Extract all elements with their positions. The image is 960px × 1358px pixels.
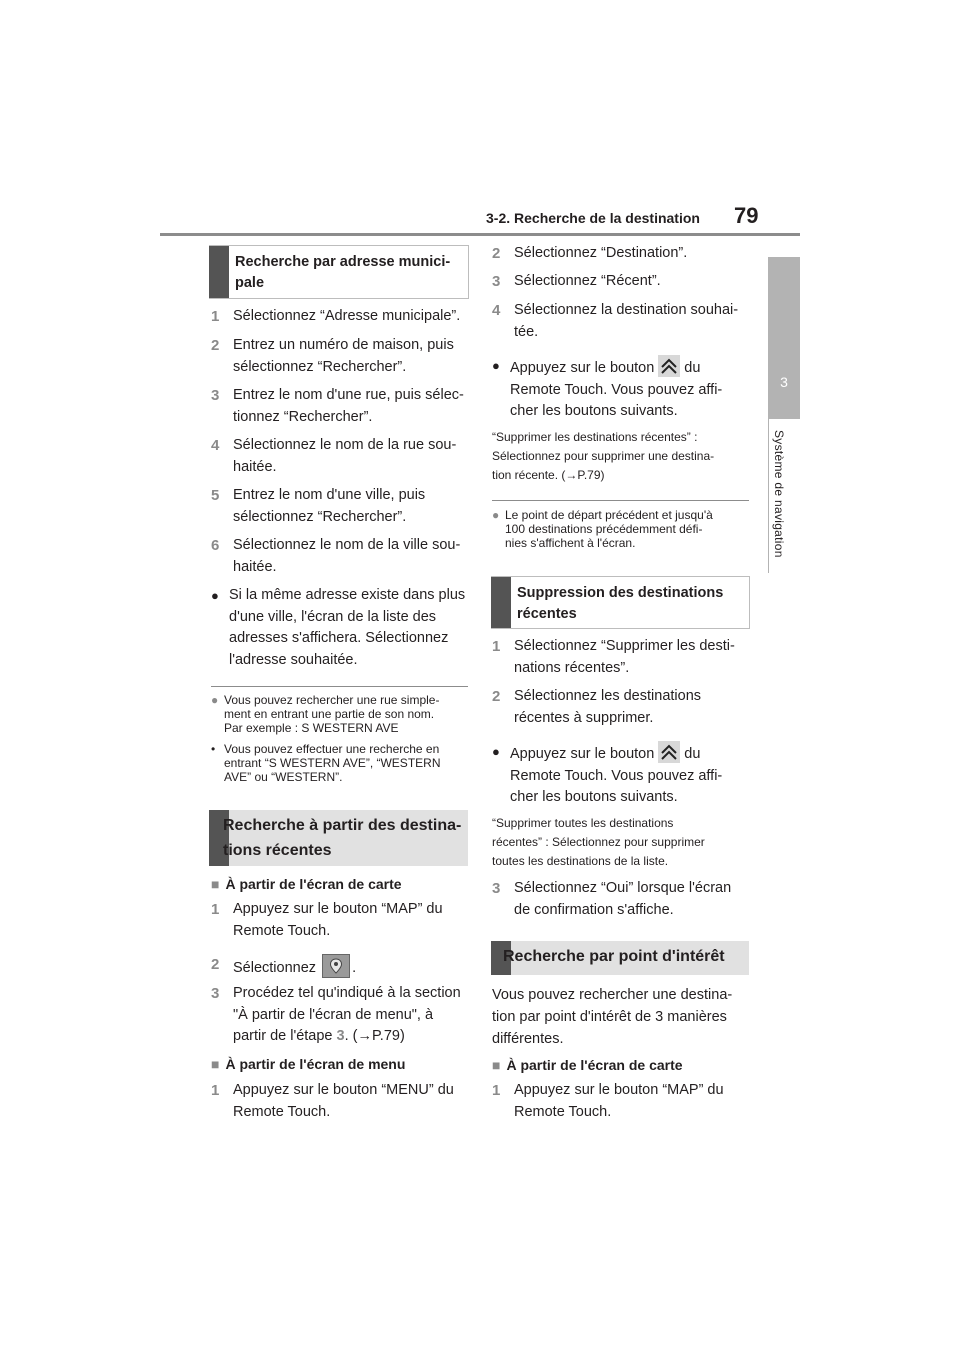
step-2-delete: [492, 686, 752, 730]
step-number: 3: [211, 985, 220, 1002]
step-text: Entrez le nom d'une ville, puis: [233, 487, 426, 503]
bullet-dot: ●: [492, 744, 500, 759]
poi-intro-paragraph: [492, 984, 752, 1050]
header-section-title: 3-2. Recherche de la destination: [486, 210, 700, 226]
note-text: nies s'affichent à l'écran.: [505, 536, 636, 550]
section-heading-text: [235, 252, 462, 294]
step-text: Sélectionnez la destination souhai-: [514, 302, 739, 318]
section-heading-text: [517, 583, 743, 625]
note-rule: [492, 500, 749, 501]
bullet-text: Appuyez sur le bouton: [510, 360, 655, 376]
note-text: 100 destinations précédemment défi-: [505, 522, 703, 536]
step-number: 1: [211, 308, 220, 325]
note-dot: ●: [211, 693, 219, 707]
step-2: [211, 335, 471, 379]
square-marker: ■: [211, 1056, 220, 1072]
section-heading-line: tions récentes: [223, 842, 332, 859]
step-text: Sélectionnez le nom de la ville sou-: [233, 537, 461, 553]
step-text: .: [352, 960, 357, 976]
step-text: Appuyez sur le bouton “MAP” du: [233, 901, 443, 917]
double-chevron-up-icon: [658, 355, 680, 377]
bullet-text: du: [684, 360, 701, 376]
step-text: Remote Touch.: [514, 1103, 612, 1120]
step-number: 1: [211, 1082, 220, 1099]
bullet-text: cher les boutons suivants.: [510, 789, 678, 805]
note-text: Par exemple : S WESTERN AVE: [224, 721, 399, 735]
section-heading-line: Recherche à partir des destina-: [223, 817, 462, 834]
step-number: 1: [492, 1082, 501, 1099]
note-partial-name: [211, 693, 471, 739]
section-heading-text: Recherche par point d'intérêt: [503, 948, 725, 965]
bullet-text: Remote Touch. Vous pouvez affi-: [510, 767, 723, 784]
step-text: Entrez un numéro de maison, puis: [233, 337, 454, 353]
step-reference-number: 3: [336, 1028, 345, 1044]
step-number: 2: [211, 956, 220, 973]
section-heading-municipal-address: [209, 245, 469, 299]
info-delete-recent: [492, 428, 752, 488]
section-heading-recent-destinations: [209, 810, 468, 866]
bullet-press-button-2: [492, 741, 752, 807]
section-heading-line: récentes: [517, 606, 577, 622]
step-4: [211, 435, 471, 479]
step-text: Sélectionnez “Oui” lorsque l'écran: [514, 880, 732, 896]
step-number: 3: [211, 387, 220, 404]
square-marker: ■: [492, 1057, 501, 1073]
note-text: AVE” ou “WESTERN”.: [224, 770, 343, 784]
step-text: Remote Touch.: [233, 1103, 331, 1120]
step-text: partir de l'étape: [233, 1028, 333, 1044]
page-reference-link[interactable]: tion récente. (→P.79): [492, 468, 605, 482]
subheading-from-map-screen: [211, 876, 402, 892]
square-marker: ■: [211, 876, 220, 892]
step-text: Remote Touch.: [233, 922, 331, 939]
subheading-text: À partir de l'écran de menu: [225, 1056, 406, 1072]
note-rule: [211, 686, 468, 687]
map-pin-icon: [322, 954, 350, 978]
step-text: "À partir de l'écran de menu", à: [233, 1006, 434, 1023]
chapter-tab-number: 3: [780, 374, 788, 390]
step-text: de confirmation s'affiche.: [514, 901, 674, 918]
step-text: Sélectionnez “Récent”.: [514, 273, 661, 289]
step-text: tionnez “Rechercher”.: [233, 408, 373, 425]
step-number: 4: [492, 302, 501, 319]
section-heading-bar: [491, 577, 511, 628]
step-number: 5: [211, 487, 220, 504]
paragraph-line: tion par point d'intérêt de 3 manières: [492, 1009, 727, 1025]
step-3-map: [211, 983, 471, 1049]
step-5: [211, 485, 471, 529]
step-text: Appuyez sur le bouton “MENU” du: [233, 1082, 454, 1098]
bullet-text: cher les boutons suivants.: [510, 403, 678, 419]
step-1-delete: [492, 636, 752, 680]
step-3-delete: [492, 878, 752, 922]
note-dot: ●: [492, 508, 500, 522]
info-text: Sélectionnez pour supprimer une destina-: [492, 449, 715, 463]
note-text: entrant “S WESTERN AVE”, “WESTERN: [224, 756, 441, 770]
bullet-text: Si la même adresse existe dans plus: [229, 587, 466, 603]
step-text: sélectionnez “Rechercher”.: [233, 508, 407, 525]
double-chevron-up-icon: [658, 741, 680, 763]
step-text: sélectionnez “Rechercher”.: [233, 358, 407, 375]
step-number: 1: [211, 901, 220, 918]
bullet-text: du: [684, 746, 701, 762]
step-number: 1: [492, 638, 501, 655]
bullet-text: Remote Touch. Vous pouvez affi-: [510, 381, 723, 398]
section-heading-delete-recent: [491, 576, 750, 629]
note-text: Le point de départ précédent et jusqu'à: [505, 508, 713, 522]
step-number: 3: [492, 880, 501, 897]
subheading-text: À partir de l'écran de carte: [506, 1057, 683, 1073]
bullet-text: l'adresse souhaitée.: [229, 651, 358, 668]
step-text: nations récentes”.: [514, 659, 630, 676]
step-text: Sélectionnez “Supprimer les desti-: [514, 638, 735, 654]
step-3: [211, 385, 471, 429]
note-text: Vous pouvez rechercher une rue simple-: [224, 693, 440, 707]
section-heading-line: pale: [235, 275, 265, 291]
step-4-select-destination: [492, 300, 752, 344]
step-1-menu: [211, 1080, 471, 1124]
info-text: “Supprimer les destinations récentes” :: [492, 430, 698, 444]
chapter-tab-label: Système de navigation: [772, 430, 786, 558]
note-search-example: [211, 742, 471, 788]
step-number: 2: [492, 688, 501, 705]
note-text: ment en entrant une partie de son nom.: [224, 707, 435, 721]
info-text: toutes les destinations de la liste.: [492, 854, 669, 868]
step-text: haitée.: [233, 458, 277, 475]
info-text: récentes” : Sélectionnez pour supprimer: [492, 835, 705, 849]
step-number: 2: [492, 245, 501, 262]
section-heading-line: Suppression des destinations: [517, 585, 724, 601]
info-text: “Supprimer toutes les destinations: [492, 816, 674, 830]
step-number: 6: [211, 537, 220, 554]
section-heading-line: Recherche par adresse munici-: [235, 254, 451, 270]
step-number: 3: [492, 273, 501, 290]
step-text: Sélectionnez “Destination”.: [514, 245, 688, 261]
step-1-poi: [492, 1080, 752, 1124]
step-6: [211, 535, 471, 579]
step-text: Appuyez sur le bouton “MAP” du: [514, 1082, 724, 1098]
subheading-from-menu-screen: [211, 1056, 405, 1072]
step-text: haitée.: [233, 558, 277, 575]
step-number: 4: [211, 437, 220, 454]
step-text: Sélectionnez “Adresse municipale”.: [233, 308, 461, 324]
step-text: Sélectionnez le nom de la rue sou-: [233, 437, 457, 453]
step-text: récentes à supprimer.: [514, 709, 654, 726]
bullet-text: d'une ville, l'écran de la liste des: [229, 608, 437, 625]
paragraph-line: Vous pouvez rechercher une destina-: [492, 987, 733, 1003]
note-previous-start-point: [492, 508, 752, 554]
page-number: 79: [734, 203, 759, 228]
subheading-poi-from-map: [492, 1057, 683, 1073]
header-rule: [160, 233, 800, 236]
step-1-map: [211, 899, 471, 943]
bullet-dot: ●: [492, 358, 500, 373]
subheading-text: À partir de l'écran de carte: [225, 876, 402, 892]
step-number: 2: [211, 337, 220, 354]
note-text: Vous pouvez effectuer une recherche en: [224, 742, 440, 756]
note-marker: •: [211, 742, 216, 756]
section-heading-text: [223, 813, 462, 863]
section-heading-bar: [209, 246, 229, 298]
bullet-press-button: [492, 355, 752, 421]
step-text: Sélectionnez les destinations: [514, 688, 702, 704]
section-heading-poi: [491, 941, 749, 975]
bullet-same-address: [211, 585, 471, 673]
page-reference-link[interactable]: . (→P.79): [344, 1028, 405, 1044]
bullet-text: adresses s'affichera. Sélectionnez: [229, 630, 449, 646]
info-delete-all-recent: [492, 814, 752, 874]
step-text: Entrez le nom d'une rue, puis sélec-: [233, 387, 464, 403]
bullet-dot: ●: [211, 588, 219, 603]
step-text: Procédez tel qu'indiqué à la section: [233, 985, 461, 1001]
step-text: Sélectionnez: [233, 960, 317, 976]
bullet-text: Appuyez sur le bouton: [510, 746, 655, 762]
paragraph-line: différentes.: [492, 1031, 564, 1047]
step-text: tée.: [514, 323, 539, 340]
